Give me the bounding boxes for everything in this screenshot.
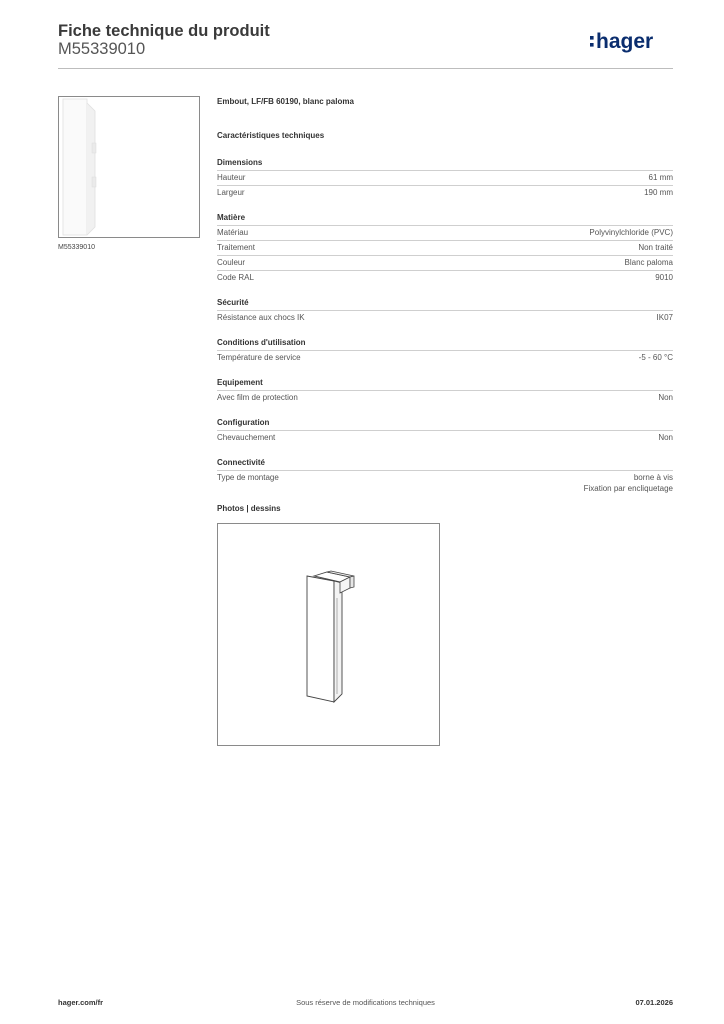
spec-row xyxy=(217,185,673,200)
spec-value-line: 9010 xyxy=(655,273,673,282)
spec-label: Hauteur xyxy=(217,173,246,182)
spec-value-line: Non xyxy=(658,393,673,402)
spec-groups xyxy=(217,157,673,494)
spec-group-title: Equipement xyxy=(217,378,263,387)
spec-label: Résistance aux chocs IK xyxy=(217,313,305,322)
spec-label: Température de service xyxy=(217,353,301,362)
spec-value xyxy=(655,272,673,283)
brand-wordmark: hager xyxy=(596,30,654,53)
spec-group xyxy=(217,337,673,365)
spec-value xyxy=(584,472,673,494)
spec-value-line: borne à vis xyxy=(633,473,673,482)
spec-value-line: Polyvinylchloride (PVC) xyxy=(589,228,673,237)
spec-group-title: Configuration xyxy=(217,418,270,427)
spec-group xyxy=(217,457,673,494)
product-name: Embout, LF/FB 60190, blanc paloma xyxy=(217,97,354,106)
spec-row xyxy=(217,270,673,285)
spec-value xyxy=(644,187,673,198)
specs-title: Caractéristiques techniques xyxy=(217,131,325,140)
spec-label: Largeur xyxy=(217,188,245,197)
spec-row xyxy=(217,225,673,240)
spec-value-line: -5 - 60 °C xyxy=(638,353,673,362)
spec-value-line: IK07 xyxy=(656,313,673,322)
spec-label: Matériau xyxy=(217,228,249,237)
spec-group xyxy=(217,417,673,445)
spec-row xyxy=(217,240,673,255)
header-divider xyxy=(58,68,673,69)
spec-label: Traitement xyxy=(217,243,255,252)
hager-logo xyxy=(589,28,673,54)
footer-website[interactable]: hager.com/fr xyxy=(58,998,104,1007)
spec-row xyxy=(217,470,673,494)
main-content xyxy=(217,96,673,506)
spec-label: Avec film de protection xyxy=(217,393,298,402)
product-reference: M55339010 xyxy=(58,40,146,58)
spec-label: Code RAL xyxy=(217,273,254,282)
spec-group xyxy=(217,377,673,405)
spec-value xyxy=(649,172,673,183)
thumbnail-caption: M55339010 xyxy=(58,244,95,251)
spec-value xyxy=(625,257,673,268)
spec-group-title: Matière xyxy=(217,213,246,222)
product-thumbnail xyxy=(58,96,200,238)
spec-group-title: Conditions d'utilisation xyxy=(217,338,306,347)
spec-value-line: Non traité xyxy=(638,243,673,252)
footer-date: 07.01.2026 xyxy=(635,998,673,1007)
spec-group xyxy=(217,157,673,200)
spec-label: Couleur xyxy=(217,258,246,267)
spec-value xyxy=(638,242,673,253)
spec-row xyxy=(217,170,673,185)
spec-group-title: Sécurité xyxy=(217,298,249,307)
product-thumbnail-drawing xyxy=(59,97,199,237)
spec-row xyxy=(217,430,673,445)
spec-group-title: Connectivité xyxy=(217,458,266,467)
footer-notice: Sous réserve de modifications techniques xyxy=(296,998,435,1007)
spec-group xyxy=(217,212,673,285)
spec-value-line: Fixation par encliquetage xyxy=(583,484,673,493)
spec-row xyxy=(217,255,673,270)
photos-title: Photos | dessins xyxy=(217,504,281,513)
product-drawing-illustration xyxy=(218,524,439,745)
spec-value xyxy=(658,392,673,403)
spec-value xyxy=(589,227,673,238)
spec-label: Chevauchement xyxy=(217,433,276,442)
spec-row xyxy=(217,390,673,405)
spec-value-line: 190 mm xyxy=(644,188,673,197)
product-drawing xyxy=(217,523,440,746)
spec-value-line: 61 mm xyxy=(648,173,673,182)
spec-row xyxy=(217,310,673,325)
page-header xyxy=(58,22,673,68)
spec-value xyxy=(658,432,673,443)
spec-group-title: Dimensions xyxy=(217,158,263,167)
page-footer xyxy=(58,998,673,1010)
spec-value xyxy=(657,312,673,323)
spec-row xyxy=(217,350,673,365)
spec-value-line: Blanc paloma xyxy=(624,258,673,267)
spec-value-line: Non xyxy=(658,433,673,442)
spec-value xyxy=(639,352,673,363)
page-title: Fiche technique du produit xyxy=(58,22,270,40)
spec-label: Type de montage xyxy=(217,473,279,482)
spec-group xyxy=(217,297,673,325)
